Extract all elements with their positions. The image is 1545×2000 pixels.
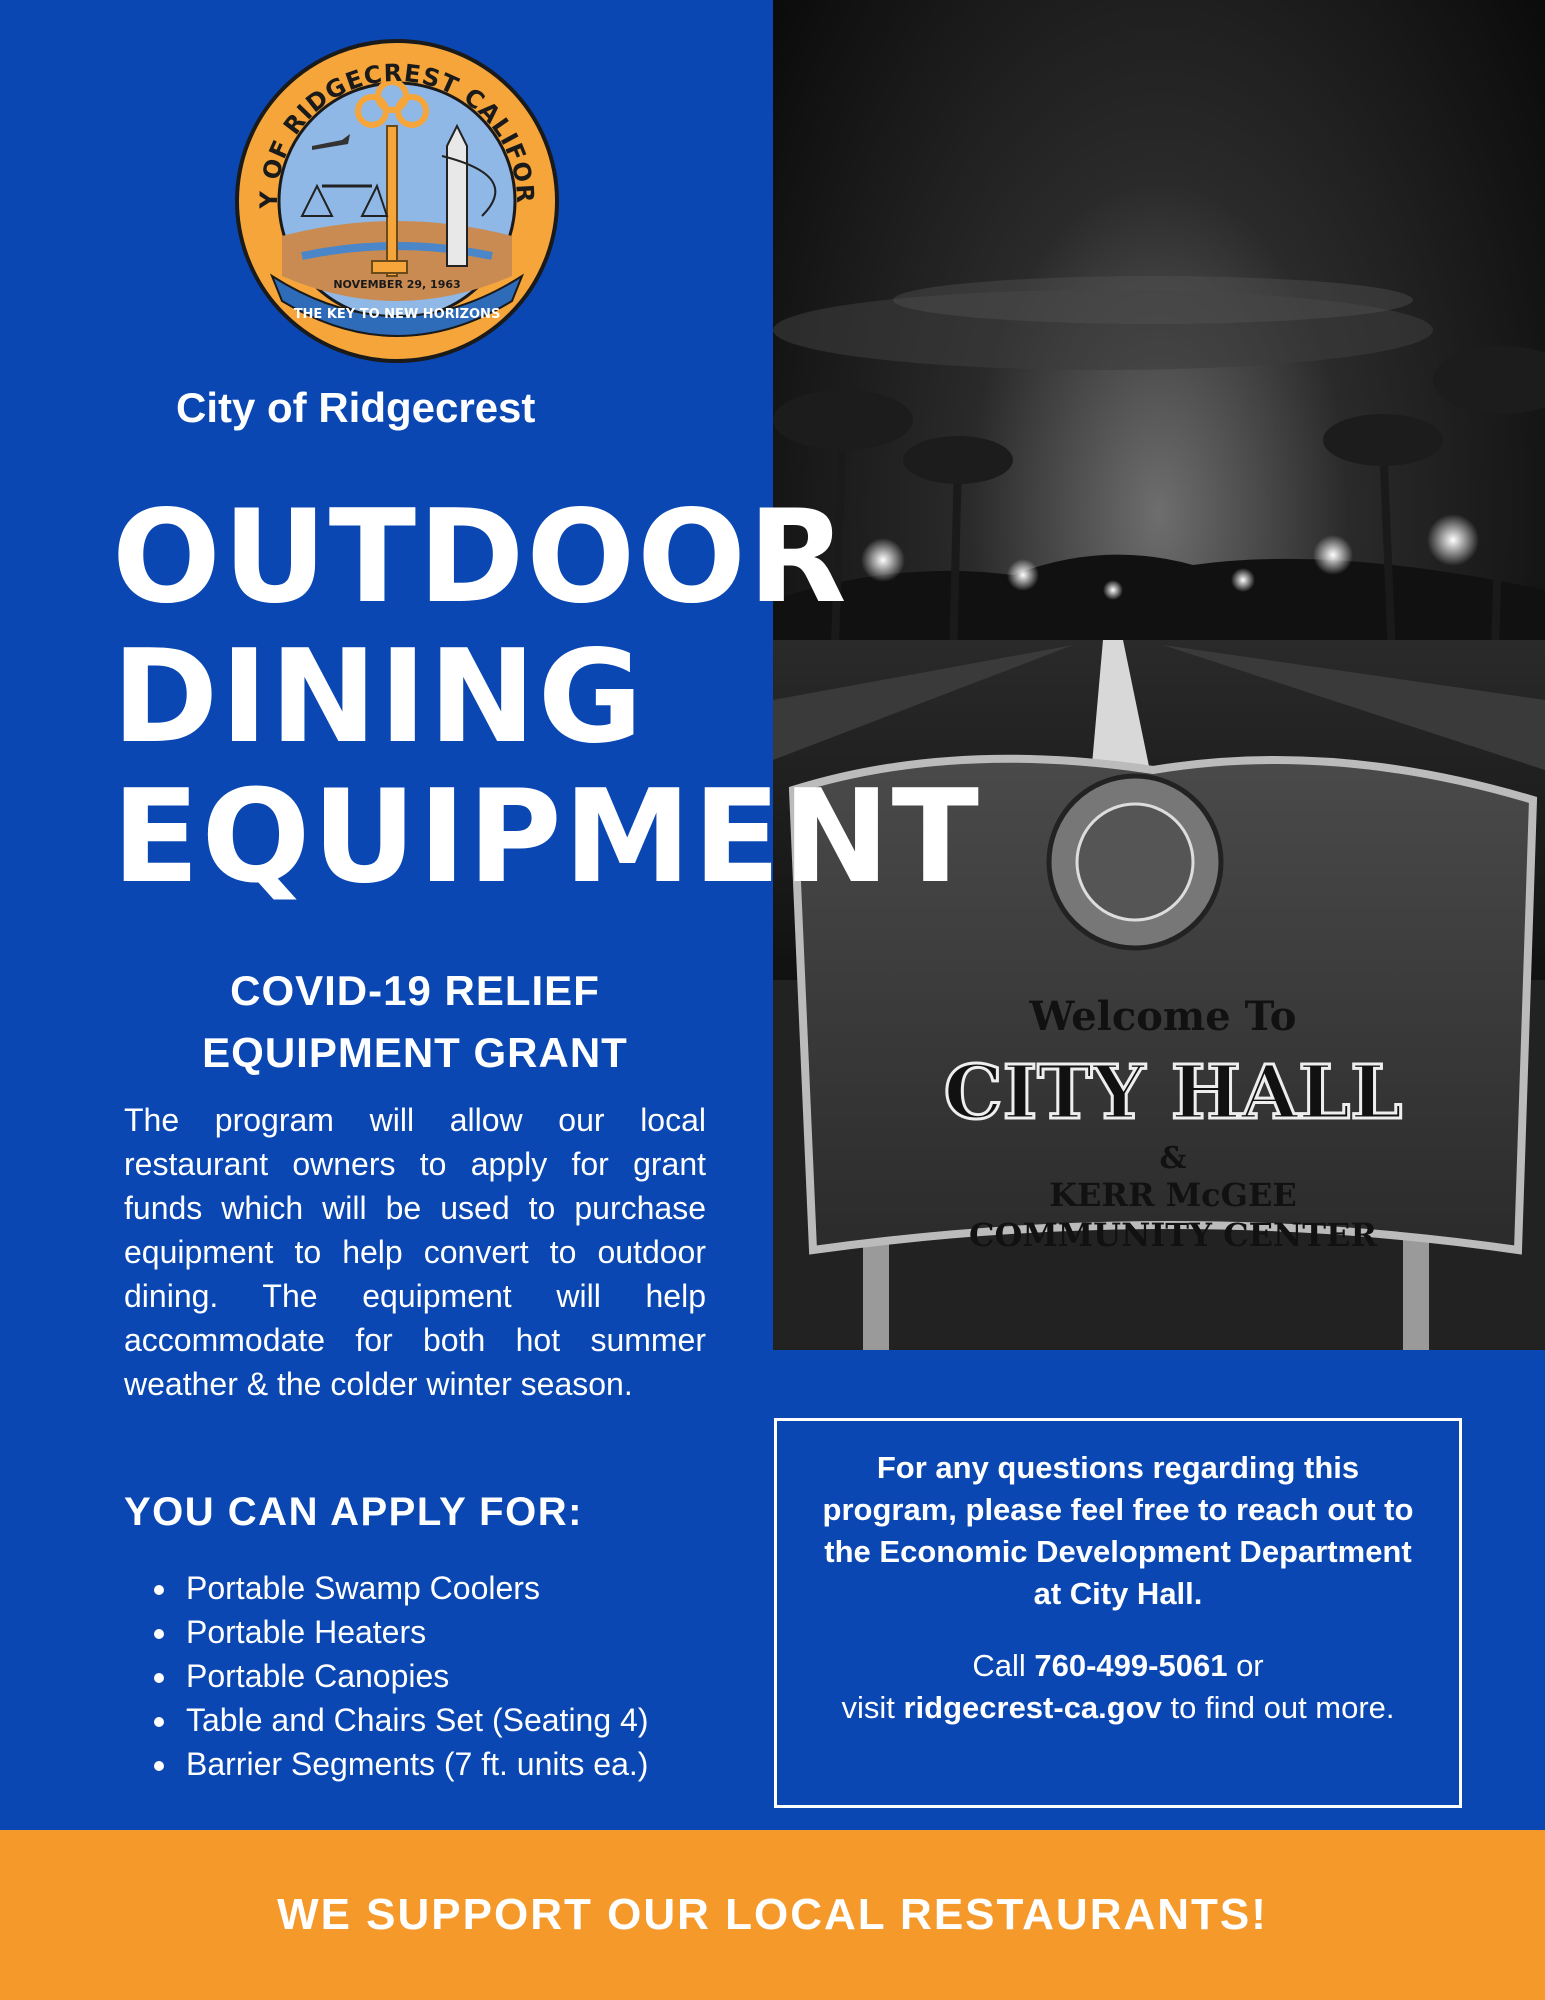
seal-ring-text: Y OF RIDGECREST CALIFOR (254, 58, 540, 209)
seal-date: NOVEMBER 29, 1963 (333, 278, 461, 291)
sign-text-ampersand: & (1159, 1141, 1187, 1176)
list-item: • Portable Canopies (180, 1654, 648, 1698)
contact-call (777, 1645, 1459, 1729)
city-seal-logo (232, 36, 562, 366)
program-description: The program will allow our local restaurant owners to apply for grant funds which will be used to purchase equipment to help convert to outdoor dining. The equipment will help accommodate for both hot summer weather & the colder winter season. (124, 1102, 706, 1402)
headline (112, 483, 981, 912)
list-item: • Portable Swamp Coolers (180, 1566, 648, 1610)
list-item: • Portable Heaters (180, 1610, 648, 1654)
contact-suffix: to find out more. (1170, 1690, 1395, 1725)
subhead-line-1: COVID-19 RELIEF (230, 967, 600, 1014)
headline-line-1: OUTDOOR (112, 483, 849, 632)
or-text: or (1236, 1648, 1264, 1683)
city-name: City of Ridgecrest (176, 384, 536, 431)
headline-line-2: DINING (112, 623, 645, 772)
sign-text-kerr-mcgee: KERR McGEE (1049, 1176, 1297, 1214)
sign-text-community-center: COMMUNITY CENTER (968, 1216, 1378, 1254)
apply-title: YOU CAN APPLY FOR: (124, 1490, 583, 1534)
call-prefix: Call (972, 1648, 1026, 1683)
phone-number[interactable]: 760-499-5061 (1034, 1648, 1228, 1683)
footer-text: WE SUPPORT OUR LOCAL RESTAURANTS! (277, 1890, 1268, 1939)
headline-line-3: EQUIPMENT (112, 763, 981, 912)
website-link[interactable]: ridgecrest-ca.gov (903, 1690, 1162, 1725)
list-item: • Table and Chairs Set (Seating 4) (180, 1698, 648, 1742)
subhead-line-2: EQUIPMENT GRANT (202, 1029, 628, 1076)
footer-banner (0, 1830, 1545, 2000)
apply-list (150, 1566, 648, 1786)
contact-question: For any questions regarding this program, please feel free to reach out to the Economic Development Department at City Hall. (822, 1450, 1414, 1611)
sign-text-city-hall: CITY HALL (943, 1050, 1403, 1136)
seal-motto: THE KEY TO NEW HORIZONS (293, 307, 501, 322)
visit-prefix: visit (841, 1690, 895, 1725)
list-item: • Barrier Segments (7 ft. units ea.) (180, 1742, 648, 1786)
grant-subhead (90, 960, 740, 1084)
sign-text-welcome: Welcome To (1029, 993, 1297, 1040)
contact-box (774, 1418, 1462, 1808)
